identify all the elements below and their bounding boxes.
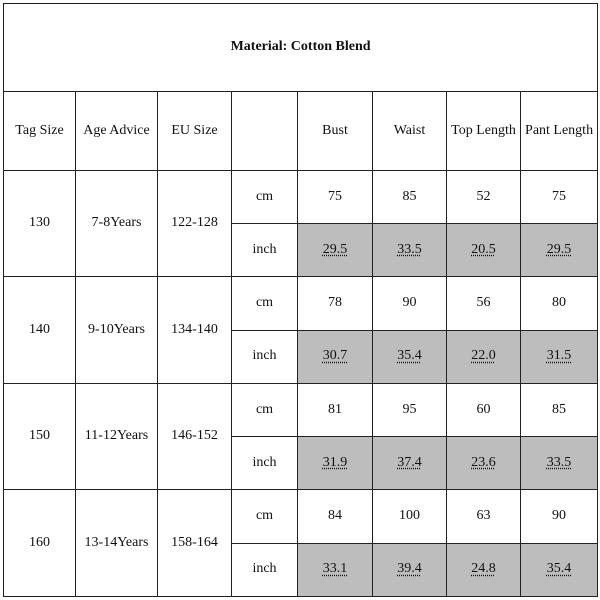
tag-size-cell: 130	[4, 170, 76, 277]
bust-value: 30.7	[322, 348, 348, 364]
bust-cell	[298, 330, 373, 383]
waist-cell: 90	[373, 277, 447, 330]
waist-value: 39.4	[397, 561, 422, 577]
eu-size-cell: 146-152	[158, 383, 232, 490]
pant-length-value: 33.5	[546, 454, 572, 470]
unit-cell: cm	[232, 490, 298, 543]
bust-value: 33.1	[322, 561, 348, 577]
table-row	[4, 490, 598, 543]
tag-size-cell: 160	[4, 490, 76, 597]
top-length-cell: 56	[447, 277, 521, 330]
header-waist: Waist	[373, 92, 447, 170]
pant-length-cell: 80	[521, 277, 598, 330]
size-chart-table	[3, 3, 598, 597]
table-row	[4, 383, 598, 436]
bust-cell: 78	[298, 277, 373, 330]
tag-size-cell: 140	[4, 277, 76, 384]
eu-size-cell: 122-128	[158, 170, 232, 277]
age-advice-cell: 7-8Years	[76, 170, 158, 277]
top-length-cell	[447, 437, 521, 490]
pant-length-cell	[521, 330, 598, 383]
waist-value: 33.5	[397, 241, 422, 257]
top-length-cell	[447, 543, 521, 596]
top-length-cell: 52	[447, 170, 521, 223]
header-tag-size: Tag Size	[4, 92, 76, 170]
top-length-value: 24.8	[471, 561, 496, 577]
material-title: Material: Cotton Blend	[4, 4, 598, 92]
pant-length-cell	[521, 437, 598, 490]
age-advice-cell: 9-10Years	[76, 277, 158, 384]
waist-value: 37.4	[397, 454, 422, 470]
title-row	[4, 4, 598, 92]
table-row	[4, 170, 598, 223]
eu-size-cell: 134-140	[158, 277, 232, 384]
header-pant-length: Pant Length	[521, 92, 598, 170]
waist-cell: 85	[373, 170, 447, 223]
bust-value: 31.9	[322, 454, 348, 470]
age-advice-cell: 11-12Years	[76, 383, 158, 490]
waist-cell	[373, 437, 447, 490]
top-length-cell	[447, 330, 521, 383]
pant-length-cell: 85	[521, 383, 598, 436]
pant-length-cell: 75	[521, 170, 598, 223]
waist-cell	[373, 330, 447, 383]
table-row	[4, 277, 598, 330]
pant-length-cell	[521, 224, 598, 277]
header-age-advice: Age Advice	[76, 92, 158, 170]
pant-length-value: 29.5	[546, 241, 572, 257]
header-row	[4, 92, 598, 170]
header-top-length: Top Length	[447, 92, 521, 170]
bust-cell: 81	[298, 383, 373, 436]
waist-cell	[373, 224, 447, 277]
bust-cell: 75	[298, 170, 373, 223]
waist-cell	[373, 543, 447, 596]
bust-cell	[298, 543, 373, 596]
eu-size-cell: 158-164	[158, 490, 232, 597]
header-bust: Bust	[298, 92, 373, 170]
unit-cell: inch	[232, 224, 298, 277]
unit-cell: inch	[232, 437, 298, 490]
top-length-value: 20.5	[471, 241, 496, 257]
unit-cell: inch	[232, 543, 298, 596]
waist-value: 35.4	[397, 348, 422, 364]
pant-length-value: 35.4	[546, 561, 572, 577]
header-unit	[232, 92, 298, 170]
unit-cell: inch	[232, 330, 298, 383]
unit-cell: cm	[232, 277, 298, 330]
bust-value: 29.5	[322, 241, 348, 257]
age-advice-cell: 13-14Years	[76, 490, 158, 597]
unit-cell: cm	[232, 170, 298, 223]
pant-length-cell: 90	[521, 490, 598, 543]
unit-cell: cm	[232, 383, 298, 436]
waist-cell: 100	[373, 490, 447, 543]
pant-length-cell	[521, 543, 598, 596]
pant-length-value: 31.5	[546, 348, 572, 364]
top-length-value: 22.0	[471, 348, 496, 364]
waist-cell: 95	[373, 383, 447, 436]
bust-cell	[298, 224, 373, 277]
top-length-cell	[447, 224, 521, 277]
top-length-value: 23.6	[471, 454, 496, 470]
bust-cell	[298, 437, 373, 490]
top-length-cell: 60	[447, 383, 521, 436]
header-eu-size: EU Size	[158, 92, 232, 170]
tag-size-cell: 150	[4, 383, 76, 490]
bust-cell: 84	[298, 490, 373, 543]
top-length-cell: 63	[447, 490, 521, 543]
size-chart-container	[3, 3, 597, 597]
